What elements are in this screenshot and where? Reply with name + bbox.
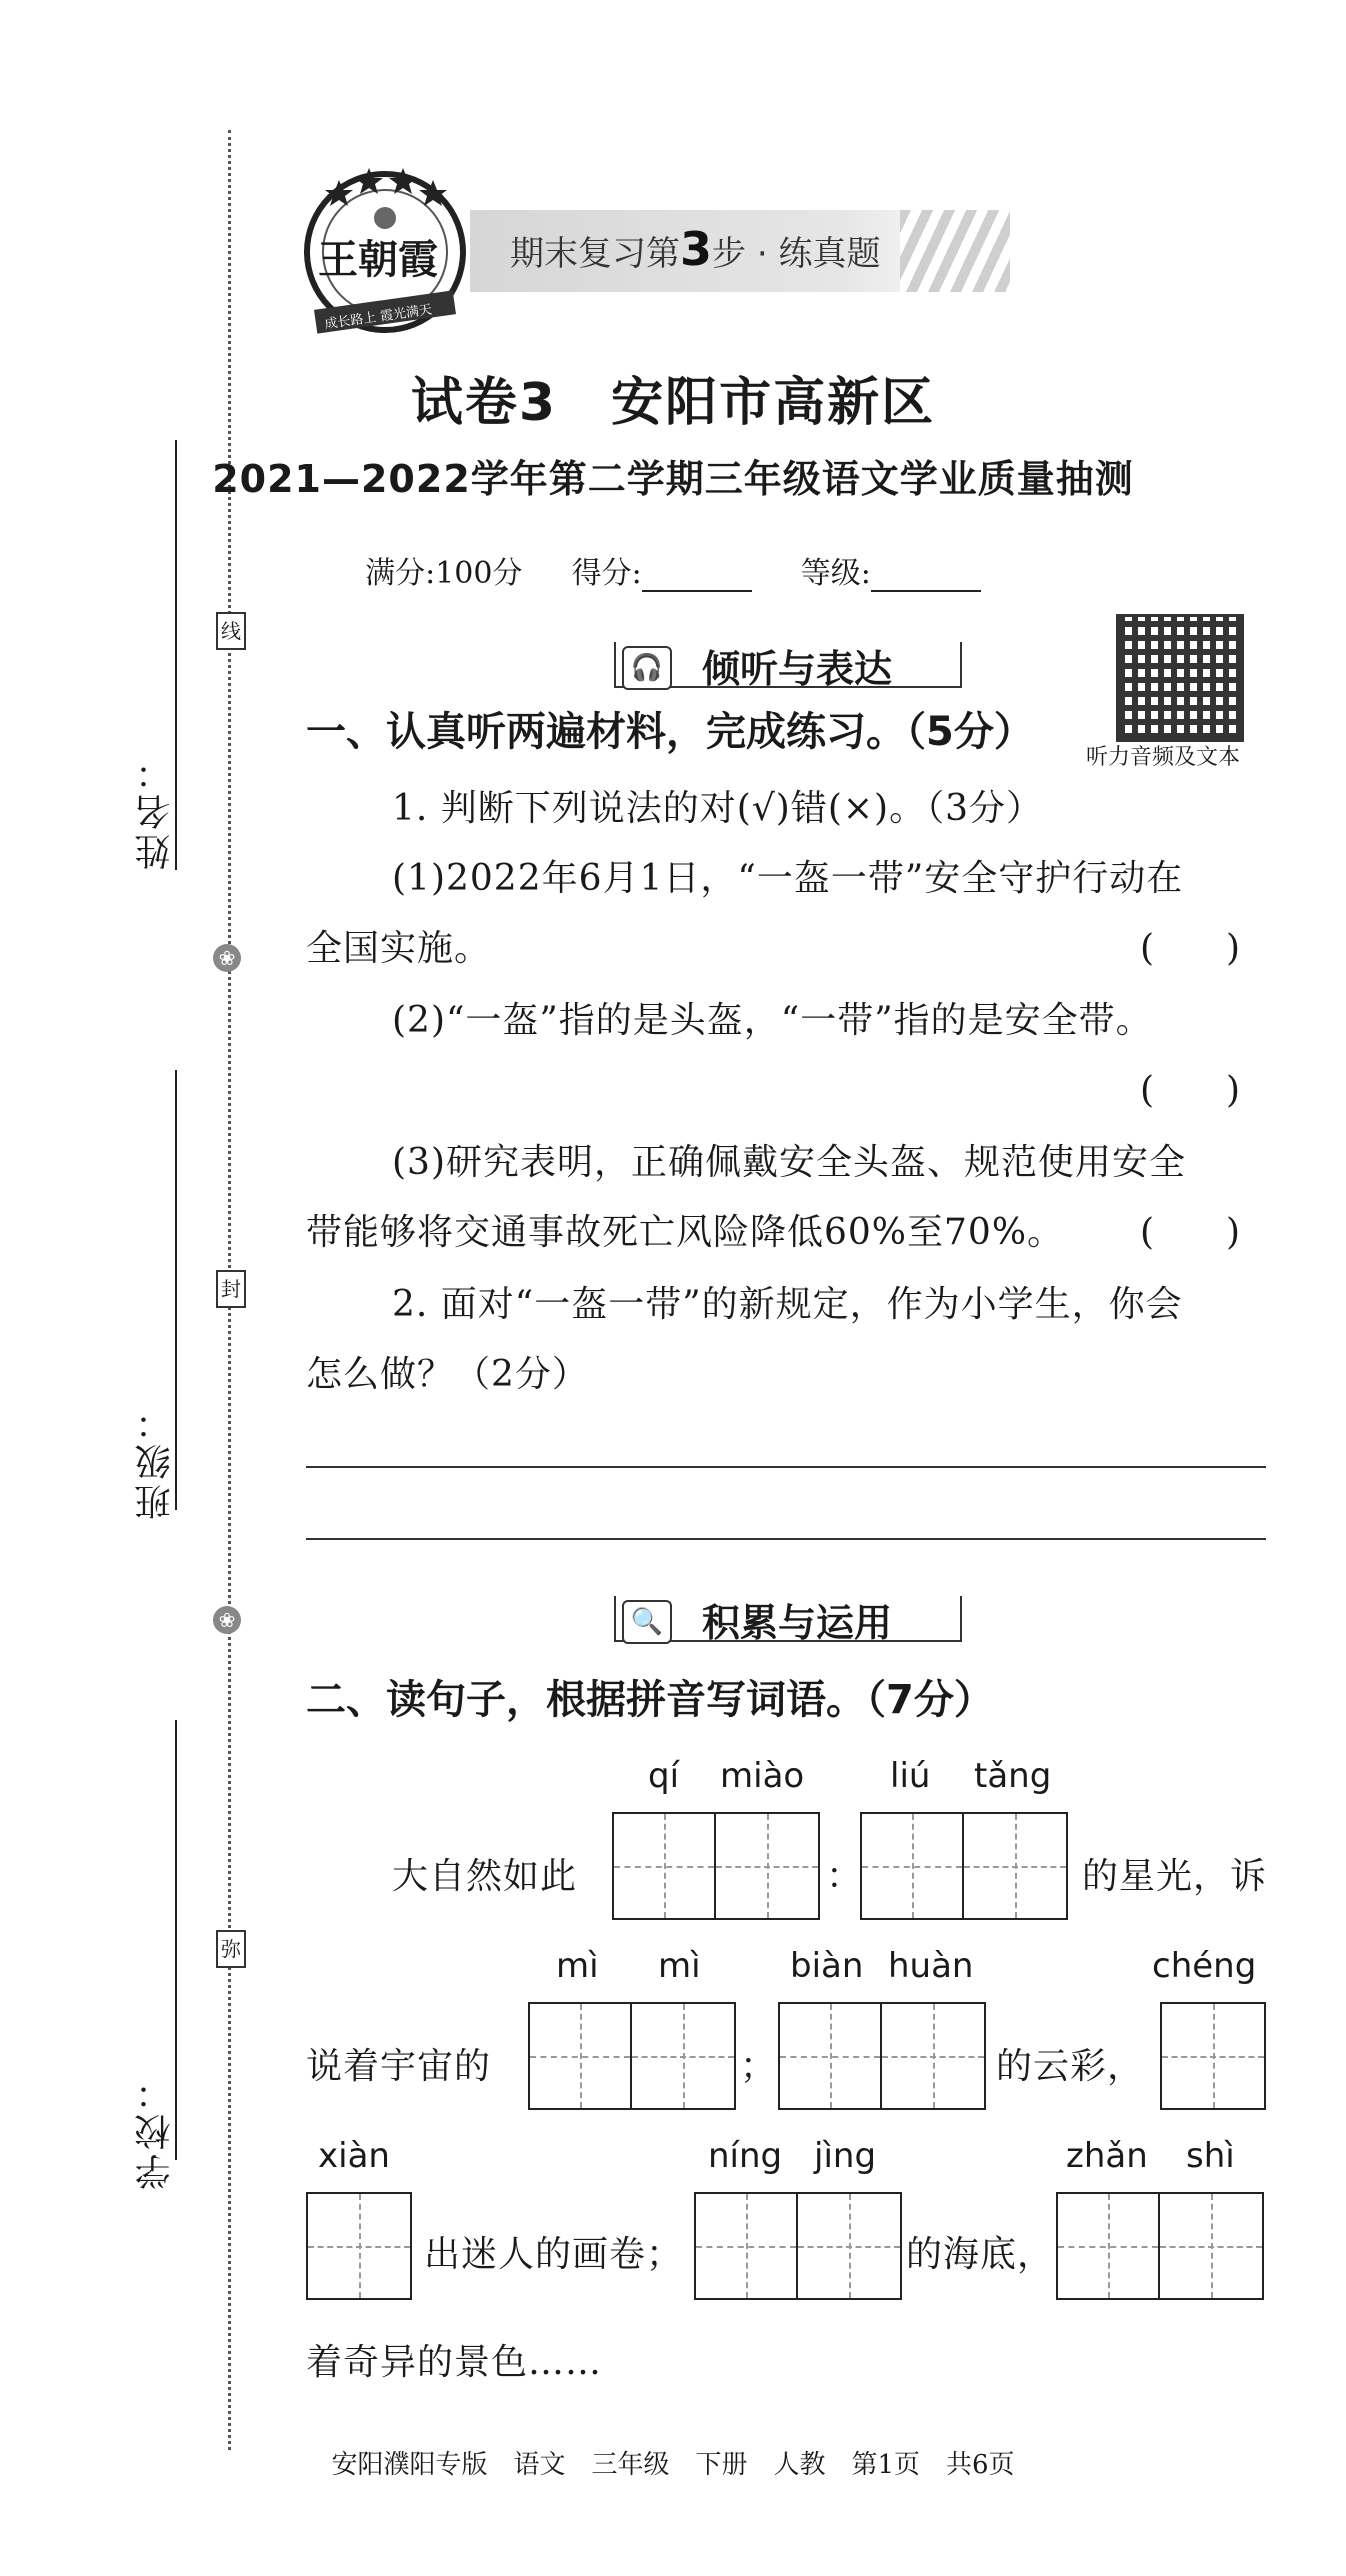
- seal-mark-seal: 封: [216, 1270, 246, 1308]
- qr-caption: 听力音频及文本: [1086, 745, 1241, 770]
- brand-tagline: 成长路上 霞光满天: [323, 302, 433, 333]
- pinyin-ning: níng: [708, 2136, 783, 2176]
- sentence-part-2: 的星光，诉: [1082, 1856, 1268, 1897]
- sentence-part-4: 的云彩，: [996, 2046, 1145, 2087]
- pinyin-liu: liú: [890, 1756, 931, 1796]
- pinyin-shi: shì: [1186, 2136, 1235, 2176]
- pinyin-cheng: chéng: [1152, 1946, 1257, 1986]
- sentence-part-7: 着奇异的景色……: [306, 2342, 603, 2383]
- writing-grid-bianhuan[interactable]: [778, 2002, 986, 2110]
- seal-mark-close: 弥: [216, 1930, 246, 1968]
- headphone-icon: 🎧: [622, 646, 672, 690]
- q1-item2: (2)“一盔”指的是头盔，“一带”指的是安全带。: [392, 1000, 1153, 1041]
- section-use-heading: 🔍 积累与运用: [614, 1596, 958, 1646]
- school-label: 学校：: [135, 2070, 176, 2190]
- q2-title: 二、读句子，根据拼音写词语。（7分）: [306, 1677, 994, 1723]
- answer-line-2[interactable]: [306, 1538, 1266, 1540]
- sentence-part-1: 大自然如此: [392, 1856, 578, 1897]
- name-label: 姓名：: [135, 750, 176, 870]
- pinyin-miao: miào: [720, 1756, 805, 1796]
- ornament-icon: ❀: [213, 944, 241, 972]
- exam-title: 试卷3 安阳市高新区: [410, 373, 936, 433]
- q1-sub2-line2: 怎么做？（2分）: [306, 1354, 589, 1395]
- got-score-label: 得分:: [571, 556, 642, 591]
- colon-mark: ：: [826, 1856, 864, 1897]
- q1-item3-line1: (3)研究表明，正确佩戴安全头盔、规范使用安全: [392, 1142, 1186, 1183]
- writing-grid-mimi[interactable]: [528, 2002, 736, 2110]
- brand-name: 王朝霞: [318, 236, 438, 283]
- pinyin-qi: qí: [648, 1756, 680, 1796]
- full-score: 满分:100分: [365, 556, 523, 591]
- q1-item1-line2: 全国实施。: [306, 928, 492, 969]
- sentence-part-6: 的海底，: [906, 2234, 1055, 2275]
- pinyin-mi-2: mì: [658, 1946, 701, 1986]
- pinyin-huan: huàn: [888, 1946, 974, 1986]
- writing-grid-liutang[interactable]: [860, 1812, 1068, 1920]
- pinyin-tang: tǎng: [974, 1756, 1052, 1796]
- pinyin-xian: xiàn: [318, 2136, 390, 2176]
- writing-grid-ningjing[interactable]: [694, 2192, 902, 2300]
- seal-mark-line: 线: [216, 612, 246, 650]
- writing-grid-xian[interactable]: [306, 2192, 412, 2300]
- sentence-part-5: 出迷人的画卷；: [424, 2234, 684, 2275]
- page-footer: 安阳濮阳专版 语文 三年级 下册 人教 第1页 共6页: [331, 2450, 1015, 2480]
- class-label: 班级：: [135, 1400, 176, 1520]
- pinyin-mi-1: mì: [556, 1946, 599, 1986]
- qr-code[interactable]: [1116, 614, 1244, 742]
- q1-sub1: 1. 判断下列说法的对(√)错(×)。（3分）: [392, 788, 1043, 829]
- q1-item1-line1: (1)2022年6月1日，“一盔一带”安全守护行动在: [392, 858, 1184, 899]
- answer-paren-2[interactable]: ( ): [1140, 1070, 1241, 1111]
- q1-item3-line2: 带能够将交通事故死亡风险降低60%至70%。: [306, 1212, 1065, 1253]
- q1-title: 一、认真听两遍材料，完成练习。（5分）: [306, 709, 1034, 755]
- q1-sub2-line1: 2. 面对“一盔一带”的新规定，作为小学生，你会: [392, 1284, 1183, 1325]
- answer-paren-1[interactable]: ( ): [1140, 928, 1241, 969]
- answer-paren-3[interactable]: ( ): [1140, 1212, 1241, 1253]
- writing-grid-qimiao[interactable]: [612, 1812, 820, 1920]
- exam-subtitle: 2021—2022学年第二学期三年级语文学业质量抽测: [212, 457, 1134, 501]
- writing-grid-zhanshi[interactable]: [1056, 2192, 1264, 2300]
- level-label: 等级:: [800, 556, 871, 591]
- pinyin-bian: biàn: [790, 1946, 864, 1986]
- banner-stripes: [900, 210, 1010, 292]
- magnifier-icon: 🔍: [622, 1600, 672, 1644]
- sentence-part-3: 说着宇宙的: [306, 2046, 492, 2087]
- got-score-blank[interactable]: [642, 590, 752, 592]
- pinyin-jing: jìng: [814, 2136, 877, 2176]
- answer-line-1[interactable]: [306, 1466, 1266, 1468]
- writing-grid-cheng[interactable]: [1160, 2002, 1266, 2110]
- score-line: [0, 548, 1346, 592]
- ornament-icon: ❀: [213, 1606, 241, 1634]
- level-blank[interactable]: [871, 590, 981, 592]
- pinyin-zhan: zhǎn: [1066, 2136, 1148, 2176]
- banner-text: 期末复习第3步 · 练真题: [510, 222, 881, 276]
- section-listen-heading: 🎧 倾听与表达: [614, 642, 958, 692]
- semicolon-mark: ；: [740, 2046, 778, 2087]
